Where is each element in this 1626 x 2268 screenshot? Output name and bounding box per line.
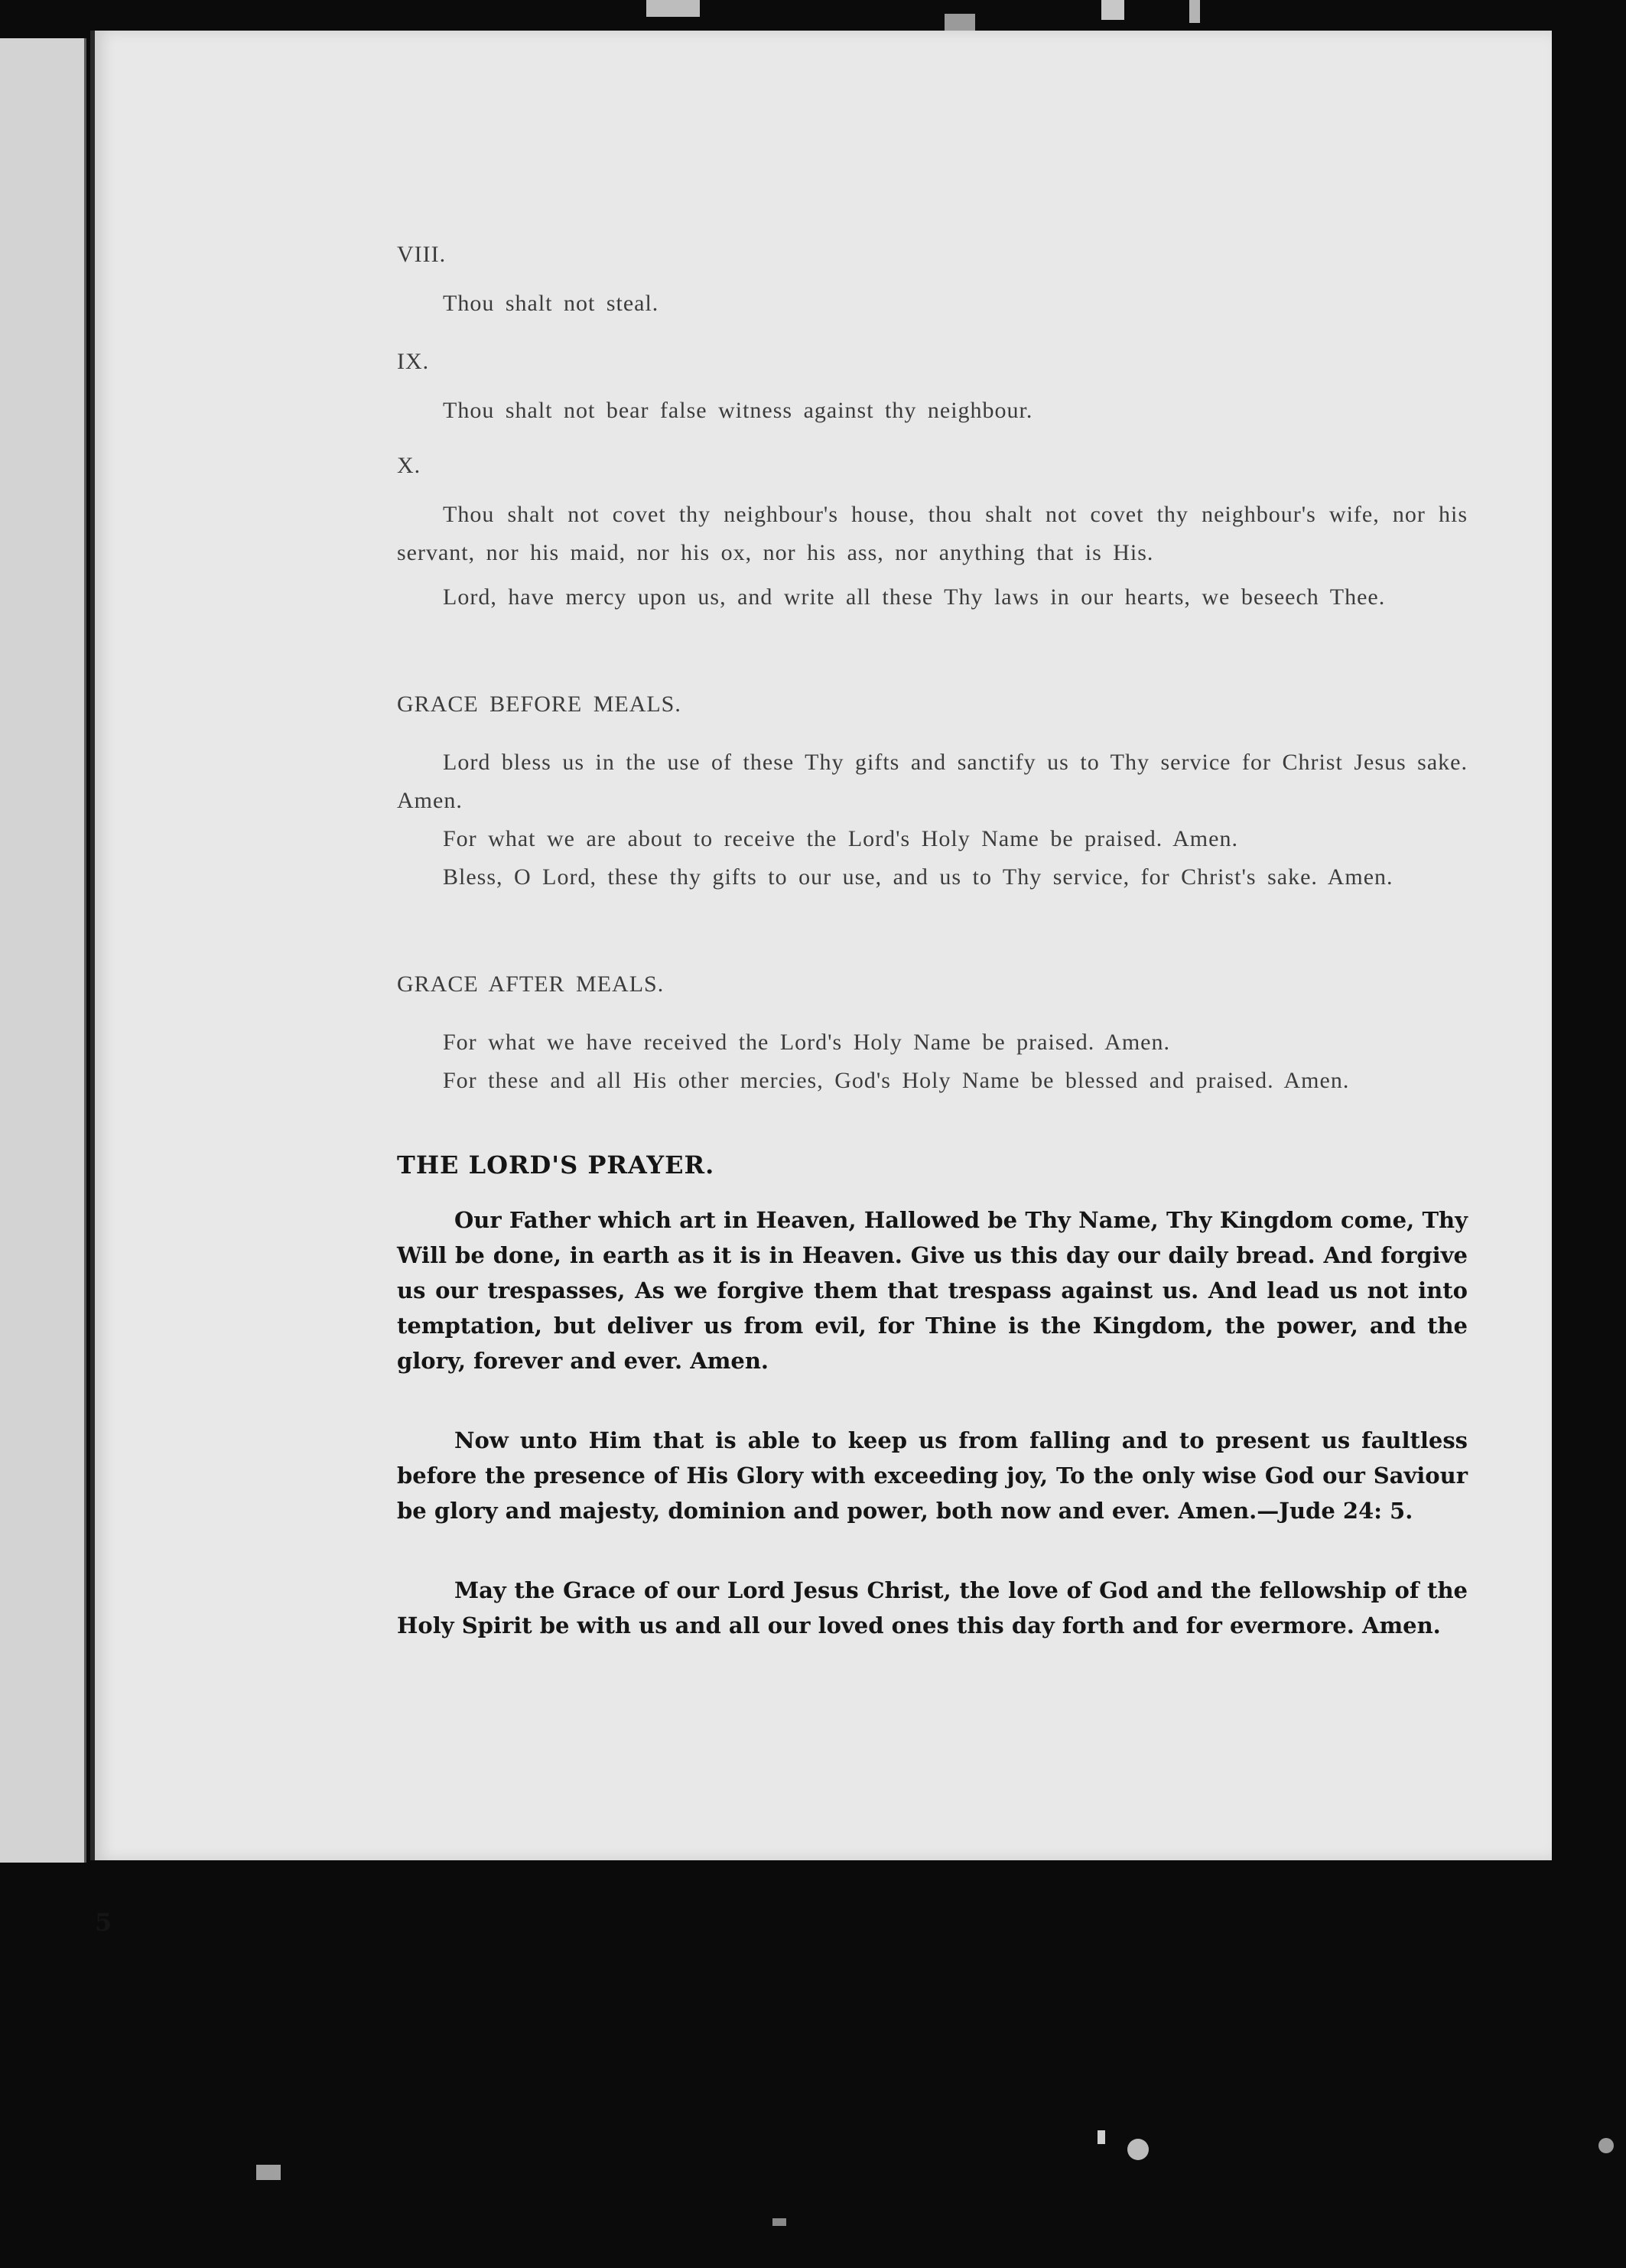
grace-after-prayer: For these and all His other mercies, God's Holy Name be blessed and praised. Amen.: [443, 1068, 1350, 1093]
page-content: [397, 236, 1468, 1643]
facing-page-edge: [0, 38, 86, 1863]
commandment-numeral: IX.: [397, 349, 430, 374]
commandments-section: [397, 236, 1468, 617]
grace-before-prayer: Lord bless us in the use of these Thy gifts and sanctify us to Thy service for Christ Jesus sake. Amen.: [397, 750, 1468, 813]
lords-prayer-title: THE LORD'S PRAYER.: [397, 1150, 715, 1180]
commandment-numeral: VIII.: [397, 242, 447, 267]
commandment-text: Thou shalt not bear false witness against thy neighbour.: [443, 398, 1033, 423]
benediction-text: May the Grace of our Lord Jesus Christ, the love of God and the fellowship of the Holy Spirit be with us and all our loved ones this day forth and for evermore. Amen.: [397, 1577, 1468, 1638]
grace-before-prayer: For what we are about to receive the Lord's Holy Name be praised. Amen.: [443, 826, 1238, 851]
lords-prayer-text: Our Father which art in Heaven, Hallowed be Thy Name, Thy Kingdom come, Thy Will be done, in earth as it is in Heaven. Give us this day our daily bread. And forgive us our trespasses, As we forgive them that trespass against us. And lead us not into temptation, but deliver us from evil, for Thine is the Kingdom, the power, and the glory, forever and ever. Amen.: [397, 1207, 1468, 1374]
grace-after-prayer: For what we have received the Lord's Holy Name be praised. Amen.: [443, 1030, 1170, 1055]
commandment-text: Thou shalt not covet thy neighbour's house, thou shalt not covet thy neighbour's wife, nor his servant, nor his maid, nor his ox, nor his ass, nor anything that is His.: [397, 502, 1468, 565]
page-number-container: [95, 1905, 1552, 1940]
lords-prayer-section: [397, 1147, 1468, 1643]
grace-before-prayer: Bless, O Lord, these thy gifts to our use, and us to Thy service, for Christ's sake. Amen.: [443, 864, 1393, 890]
commandments-response: Lord, have mercy upon us, and write all these Thy laws in our hearts, we beseech Thee.: [443, 584, 1386, 610]
grace-before-meals-section: [397, 685, 1468, 896]
grace-after-meals-section: [397, 965, 1468, 1100]
doxology-text: Now unto Him that is able to keep us from falling and to present us faultless before the presence of His Glory with exceeding joy, To the only wise God our Saviour be glory and majesty, dominion and power, both now and ever. Amen.—Jude 24: 5.: [397, 1427, 1468, 1524]
commandment-text: Thou shalt not steal.: [443, 291, 659, 316]
document-page: [90, 31, 1552, 1937]
grace-after-title: GRACE AFTER MEALS.: [397, 971, 665, 997]
grace-before-title: GRACE BEFORE MEALS.: [397, 691, 681, 717]
commandment-numeral: X.: [397, 453, 421, 478]
page-number: 5: [95, 1908, 113, 1937]
